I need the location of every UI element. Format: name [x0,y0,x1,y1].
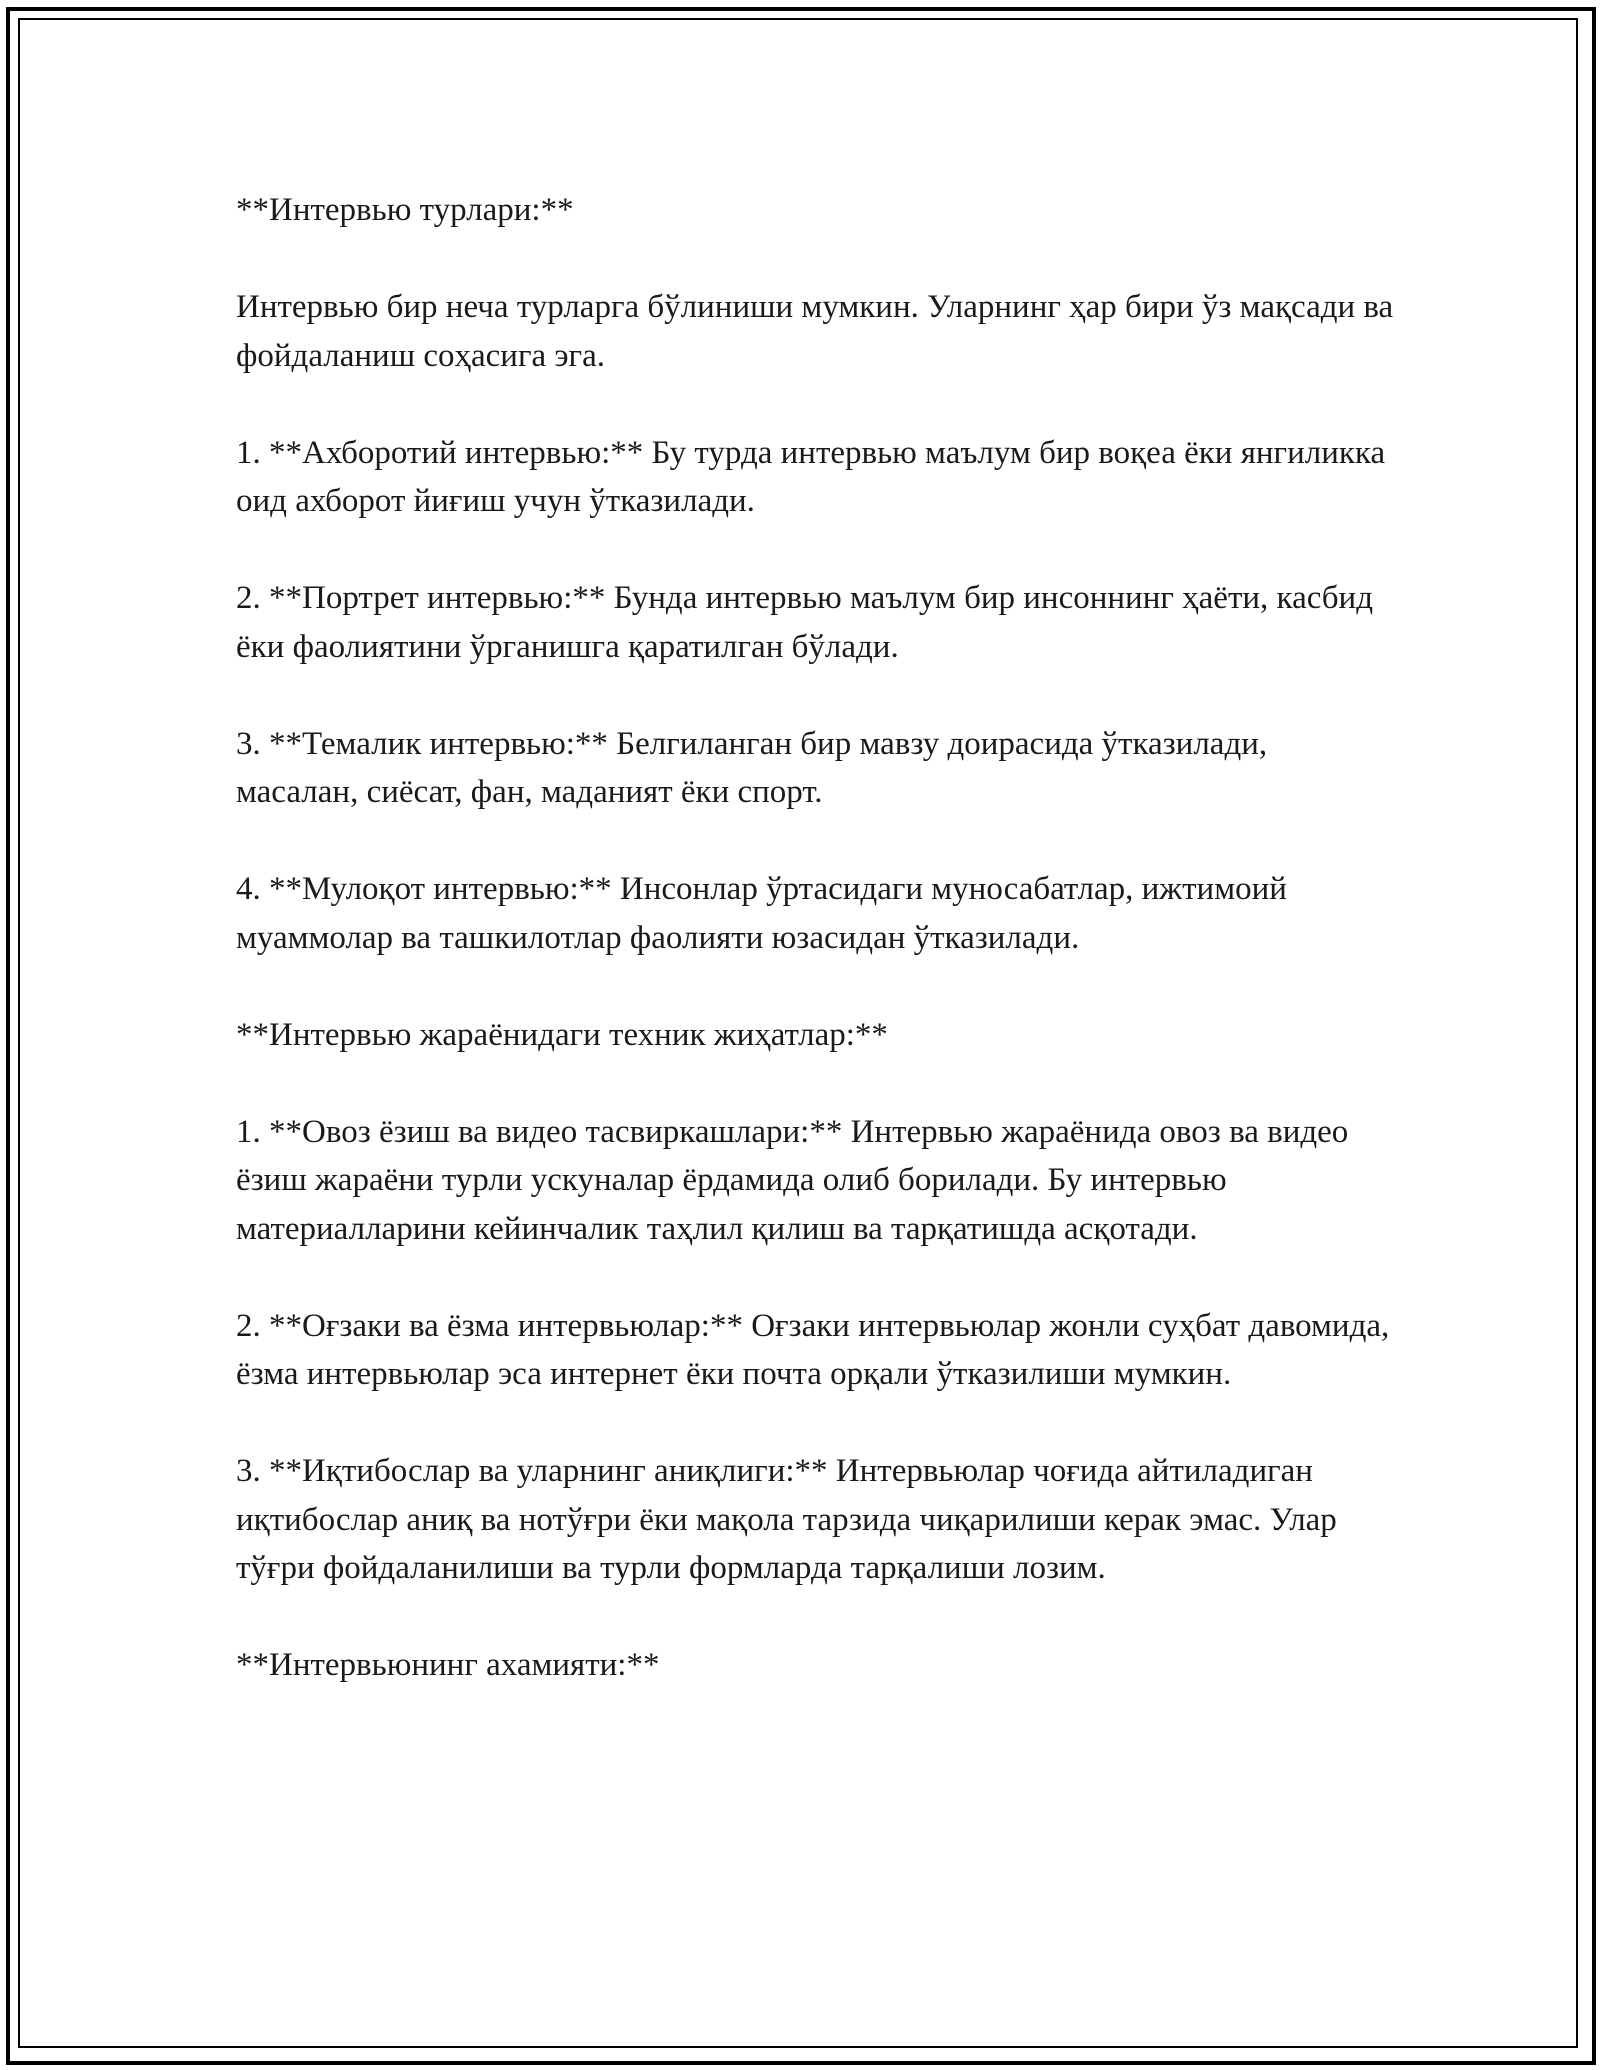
list-item-quotes-accuracy: 3. **Иқтибослар ва уларнинг аниқлиги:** Интервьюлар чоғида айтиладиган иқтибослар аниқ ва нотўғри ёки мақола тарзида чиқарилиши керак эмас. Улар тўғри фойдаланилиши ва турли формларда тарқалиши лозим. [236,1453,1337,1586]
document-body [236,186,1396,1690]
list-item-dialogue-interview: 4. **Мулоқот интервью:** Инсонлар ўртасидаги муносабатлар, ижтимоий муаммолар ва ташкилотлар фаолияти юзасидан ўтказилади. [236,871,1287,956]
list-item-thematic-interview: 3. **Темалик интервью:** Белгиланган бир мавзу доирасида ўтказилади, масалан, сиёсат, фан, маданият ёки спорт. [236,725,1268,810]
section-heading-interview-types: **Интервью турлари:** [236,192,574,228]
section-heading-technical-aspects: **Интервью жараёнидаги техник жиҳатлар:** [236,1016,888,1053]
intro-paragraph: Интервью бир неча турларга бўлиниши мумкин. Уларнинг ҳар бири ўз мақсади ва фойдаланиш соҳасига эга. [236,289,1394,374]
list-item-portrait-interview: 2. **Портрет интервью:** Бунда интервью маълум бир инсоннинг ҳаёти, касбид ёки фаолиятини ўрганишга қаратилган бўлади. [236,580,1374,665]
list-item-oral-written-interviews: 2. **Оғзаки ва ёзма интервьюлар:** Оғзаки интервьюлар жонли суҳбат давомида, ёзма интервьюлар эса интернет ёки почта орқали ўтказилиши мумкин. [236,1307,1390,1392]
section-heading-interview-importance: **Интервьюнинг ахамияти:** [236,1647,660,1683]
list-item-audio-video-recording: 1. **Овоз ёзиш ва видео тасвиркашлари:** Интервью жараёнида овоз ва видео ёзиш жараёни турли ускуналар ёрдамида олиб борилади. Бу интервью материалларини кейинчалик таҳлил қилиш ва тарқатишда асқотади. [236,1113,1349,1247]
list-item-informational-interview: 1. **Ахборотий интервью:** Бу турда интервью маълум бир воқеа ёки янгиликка оид ахборот йиғиш учун ўтказилади. [236,434,1386,519]
